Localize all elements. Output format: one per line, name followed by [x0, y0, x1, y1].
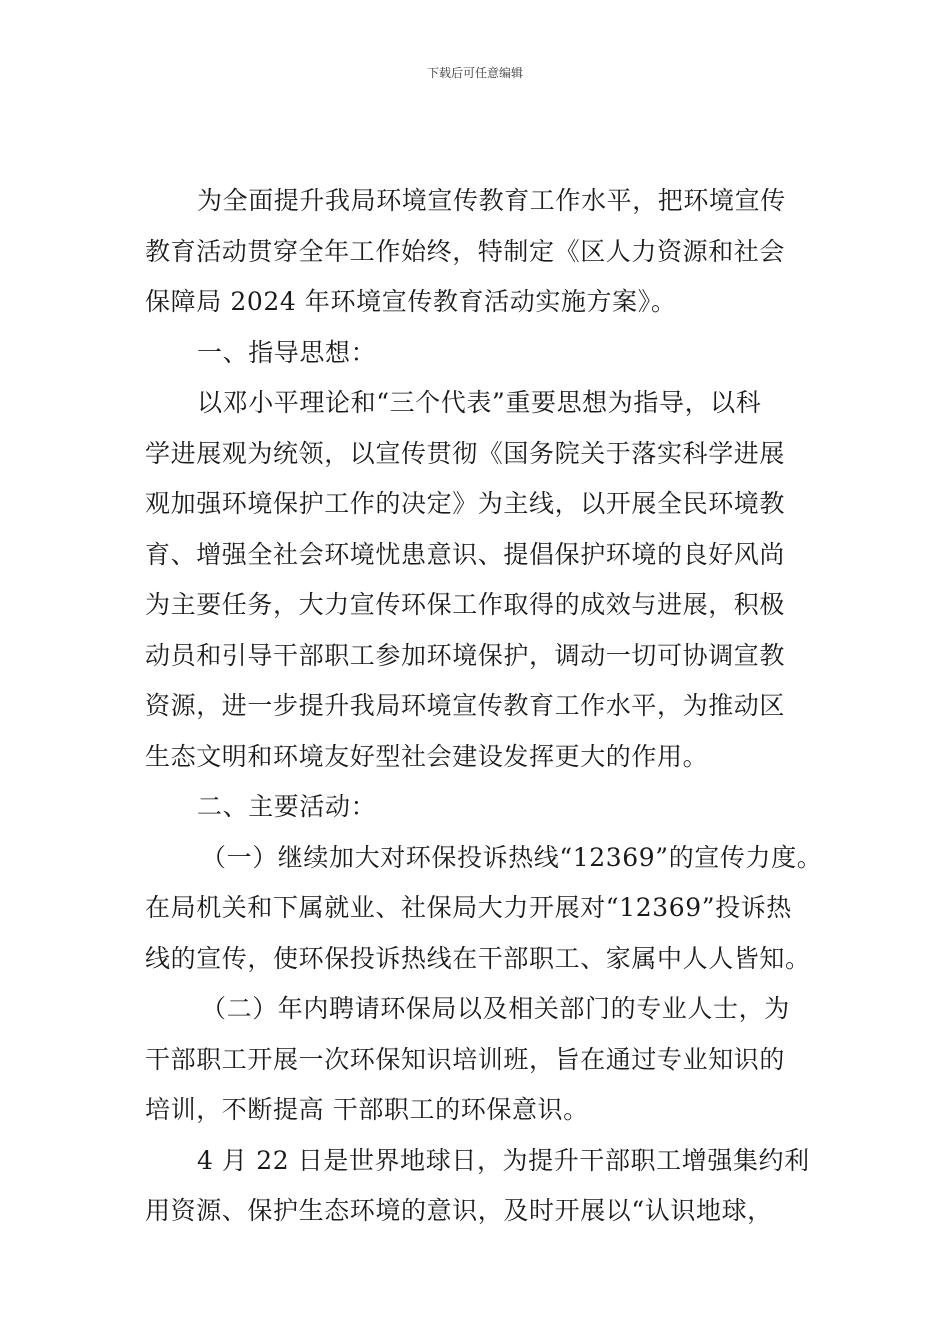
text-line: 动员和引导干部职工参加环境保护，调动一切可协调宣教 — [145, 640, 786, 670]
text-line: 干部职工开展一次环保知识培训班，旨在通过专业知识的 — [145, 1044, 786, 1074]
text-line: 用资源、保护生态环境的意识，及时开展以“认识地球， — [145, 1196, 773, 1225]
text-line: 生态文明和环境友好型社会建设发挥更大的作用。 — [145, 741, 709, 771]
text-line: （二）年内聘请环保局以及相关部门的专业人士，为 — [201, 994, 790, 1023]
text-line: 以邓小平理论和“三个代表”重要思想为指导，以科 — [197, 388, 762, 417]
text-line: 培训，不断提高 干部职工的环保意识。 — [145, 1095, 589, 1124]
text-line: 在局机关和下属就业、社保局大力开展对“12369”投诉热 — [145, 893, 792, 922]
text-line: （一）继续加大对环保投诉热线“12369”的宣传力度。 — [201, 842, 823, 872]
document-body — [145, 176, 823, 1237]
text-line: 为全面提升我局环境宣传教育工作水平，把环境宣传 — [197, 186, 786, 215]
page-header: 下载后可任意编辑 — [426, 66, 523, 80]
text-line: 教育活动贯穿全年工作始终，特制定《区人力资源和社会 — [145, 236, 786, 266]
text-line: 为主要任务，大力宣传环保工作取得的成效与进展，积极 — [145, 590, 786, 619]
text-line: 育、增强全社会环境忧患意识、提倡保护环境的良好风尚 — [145, 539, 786, 569]
section-heading: 二、主要活动： — [197, 792, 377, 821]
text-line: 资源，进一步提升我局环境宣传教育工作水平，为推动区 — [145, 691, 786, 720]
text-line: 观加强环境保护工作的决定》为主线，以开展全民环境教 — [145, 489, 786, 518]
section-heading: 一、指导思想： — [197, 337, 377, 367]
text-line: 线的宣传，使环保投诉热线在干部职工、家属中人人皆知。 — [145, 943, 811, 973]
text-line: 保障局 2024 年环境宣传教育活动实施方案》。 — [145, 287, 677, 316]
text-line: 学进展观为统领，以宣传贯彻《国务院关于落实科学进展 — [145, 438, 786, 468]
text-line: 4 月 22 日是世界地球日，为提升干部职工增强集约利 — [197, 1145, 810, 1175]
